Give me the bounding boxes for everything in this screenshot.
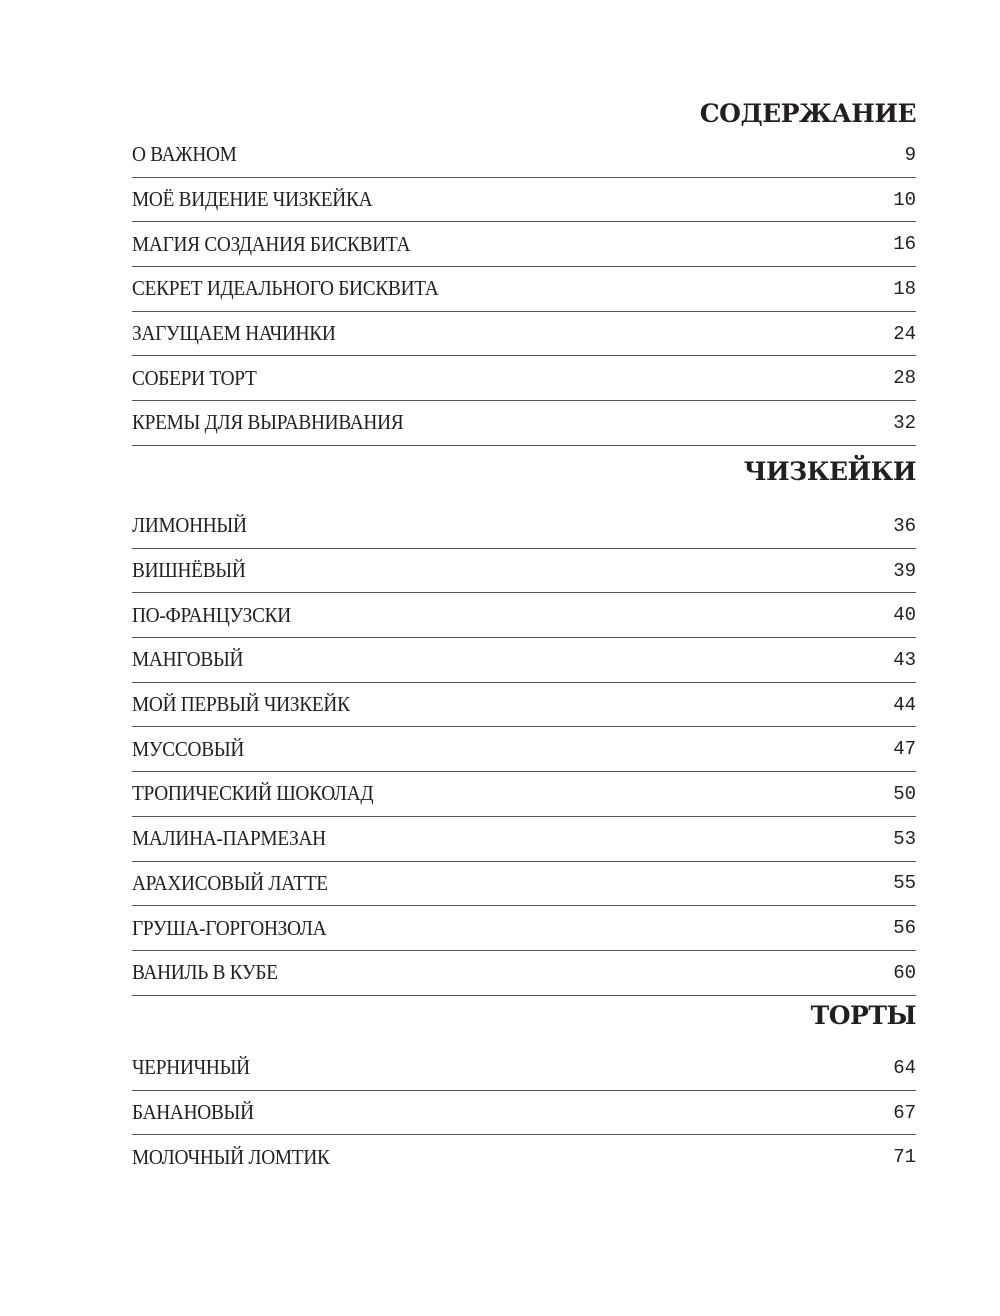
entry-title: ВИШНЁВЫЙ (132, 558, 246, 583)
entry-title: ТРОПИЧЕСКИЙ ШОКОЛАД (132, 781, 374, 806)
section-heading: ТОРТЫ (810, 1001, 916, 1030)
toc-entry[interactable] (132, 178, 916, 223)
toc-entry[interactable] (132, 727, 916, 772)
toc-entry[interactable] (132, 312, 916, 357)
toc-entry[interactable] (132, 267, 916, 312)
toc-entry[interactable] (132, 638, 916, 683)
entry-title: СЕКРЕТ ИДЕАЛЬНОГО БИСКВИТА (132, 276, 439, 301)
entry-page-number: 47 (893, 738, 916, 761)
entry-page-number: 28 (893, 367, 916, 390)
entry-title: МАНГОВЫЙ (132, 647, 244, 672)
entry-title: ГРУША-ГОРГОНЗОЛА (132, 915, 327, 940)
entry-title: МУССОВЫЙ (132, 736, 245, 761)
toc-section (132, 447, 916, 996)
section-heading: СОДЕРЖАНИЕ (699, 99, 916, 128)
toc-entry[interactable] (132, 862, 916, 907)
section-heading: ЧИЗКЕЙКИ (743, 457, 916, 486)
entry-title: ПО-ФРАНЦУЗСКИ (132, 602, 291, 627)
toc-entry[interactable] (132, 817, 916, 862)
entry-title: МАЛИНА-ПАРМЕЗАН (132, 826, 326, 851)
entry-page-number: 18 (893, 277, 916, 300)
toc-entry[interactable] (132, 1091, 916, 1136)
entry-title: БАНАНОВЫЙ (132, 1100, 254, 1125)
entry-page-number: 39 (893, 559, 916, 582)
entry-page-number: 36 (893, 514, 916, 537)
entry-title: АРАХИСОВЫЙ ЛАТТЕ (132, 870, 328, 895)
entry-page-number: 64 (893, 1056, 916, 1079)
entry-title: ЧЕРНИЧНЫЙ (132, 1055, 250, 1080)
entry-title: СОБЕРИ ТОРТ (132, 365, 257, 390)
entry-page-number: 67 (893, 1101, 916, 1124)
entry-page-number: 55 (893, 872, 916, 895)
entry-page-number: 16 (893, 233, 916, 256)
entry-page-number: 50 (893, 782, 916, 805)
toc-entry[interactable] (132, 951, 916, 996)
toc-entry[interactable] (132, 356, 916, 401)
entry-title: МОЙ ПЕРВЫЙ ЧИЗКЕЙК (132, 692, 350, 717)
entry-page-number: 56 (893, 917, 916, 940)
toc-entry[interactable] (132, 593, 916, 638)
entry-page-number: 71 (893, 1146, 916, 1169)
toc-entry[interactable] (132, 1046, 916, 1091)
toc-entry[interactable] (132, 401, 916, 446)
entry-title: О ВАЖНОМ (132, 142, 237, 167)
toc-entry[interactable] (132, 549, 916, 594)
entry-page-number: 32 (893, 411, 916, 434)
toc-entry[interactable] (132, 222, 916, 267)
toc-entry[interactable] (132, 133, 916, 178)
entry-title: ВАНИЛЬ В КУБЕ (132, 960, 278, 985)
entry-title: МОЛОЧНЫЙ ЛОМТИК (132, 1144, 330, 1169)
entry-title: МОЁ ВИДЕНИЕ ЧИЗКЕЙКА (132, 187, 373, 212)
toc-section (132, 994, 916, 1179)
entry-page-number: 24 (893, 322, 916, 345)
entry-page-number: 43 (893, 648, 916, 671)
entry-title: КРЕМЫ ДЛЯ ВЫРАВНИВАНИЯ (132, 410, 404, 435)
entry-page-number: 60 (893, 961, 916, 984)
entry-page-number: 44 (893, 693, 916, 716)
toc-section (132, 95, 916, 446)
toc-entry[interactable] (132, 504, 916, 549)
toc-entry[interactable] (132, 683, 916, 728)
entry-page-number: 9 (904, 143, 916, 166)
toc-entry[interactable] (132, 772, 916, 817)
entry-title: МАГИЯ СОЗДАНИЯ БИСКВИТА (132, 231, 411, 256)
toc-entry[interactable] (132, 906, 916, 951)
entry-page-number: 53 (893, 827, 916, 850)
entry-page-number: 10 (893, 188, 916, 211)
toc-entry[interactable] (132, 1135, 916, 1179)
entry-title: ЛИМОННЫЙ (132, 513, 247, 538)
entry-title: ЗАГУЩАЕМ НАЧИНКИ (132, 321, 336, 346)
entry-page-number: 40 (893, 604, 916, 627)
